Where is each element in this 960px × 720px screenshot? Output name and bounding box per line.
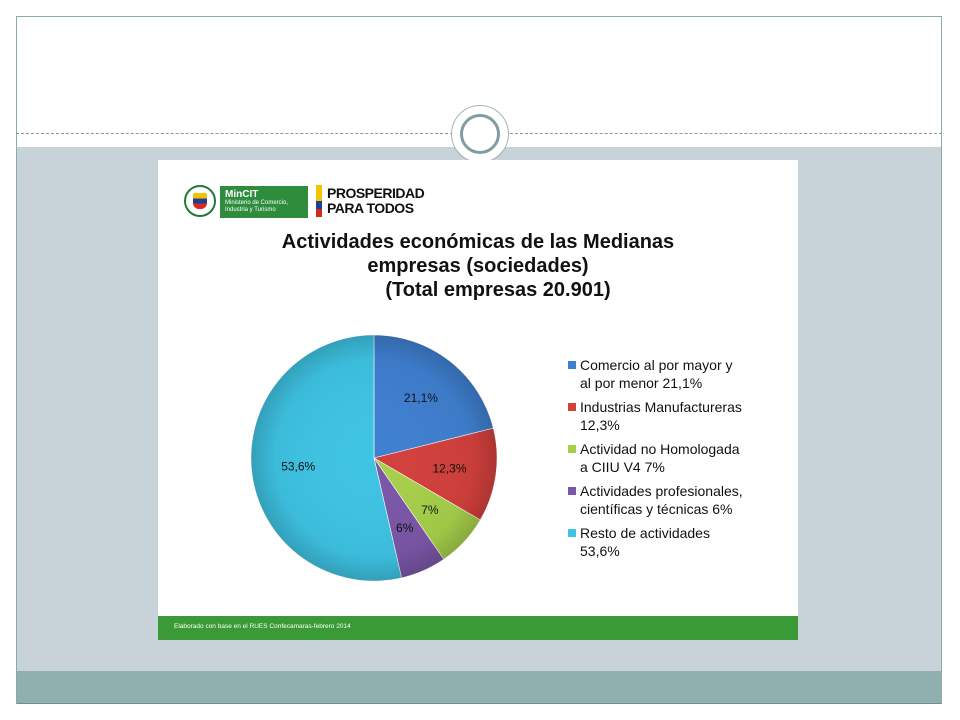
legend-item	[568, 398, 783, 434]
source-bar	[158, 616, 798, 640]
mincit-logo-name: MinCIT	[225, 189, 259, 200]
pie-data-label-1: 21,1%	[403, 390, 438, 405]
pie-shading	[251, 335, 497, 581]
legend-item	[568, 356, 783, 392]
chart-title-line-1: Actividades económicas de las Medianas	[281, 231, 675, 253]
pie-data-label-2: 12,3%	[432, 461, 467, 476]
legend-swatch	[568, 529, 576, 537]
chart-title-line-2: empresas (sociedades)	[367, 255, 589, 277]
legend-swatch	[568, 445, 576, 453]
legend-item	[568, 524, 783, 560]
legend-label: Comercio al por mayor y al por menor 21,1%	[580, 357, 733, 391]
pie-data-label-3: 7%	[421, 502, 439, 517]
circle-ornament	[452, 106, 508, 162]
legend-label: Resto de actividades 53,6%	[580, 525, 710, 559]
legend-label: Industrias Manufactureras 12,3%	[580, 399, 742, 433]
source-note: Elaborado con base en el RUES Confecamaras-febrero 2014	[174, 623, 351, 630]
footer-rule	[17, 703, 941, 704]
legend-item	[568, 482, 783, 518]
footer-band	[17, 671, 941, 703]
prosperidad-logo-line1: PROSPERIDAD	[327, 185, 425, 201]
circle-ornament-inner	[460, 114, 500, 154]
chart-slide-image	[158, 160, 798, 640]
pie-slices	[251, 335, 497, 581]
pie-data-label-4: 6%	[396, 520, 414, 535]
legend-label: Actividad no Homologada a CIIU V4 7%	[580, 441, 740, 475]
legend-label: Actividades profesionales, científicas y técnicas 6%	[580, 483, 743, 517]
legend-swatch	[568, 487, 576, 495]
chart-title-line-3: (Total empresas 20.901)	[385, 279, 611, 301]
chart-legend	[568, 356, 783, 566]
prosperidad-logo-line2: PARA TODOS	[327, 200, 414, 216]
legend-swatch	[568, 361, 576, 369]
legend-item	[568, 440, 783, 476]
pie-data-label-5: 53,6%	[281, 459, 316, 474]
legend-swatch	[568, 403, 576, 411]
mincit-logo-subtitle: Ministerio de Comercio, Industria y Turismo	[225, 200, 289, 213]
